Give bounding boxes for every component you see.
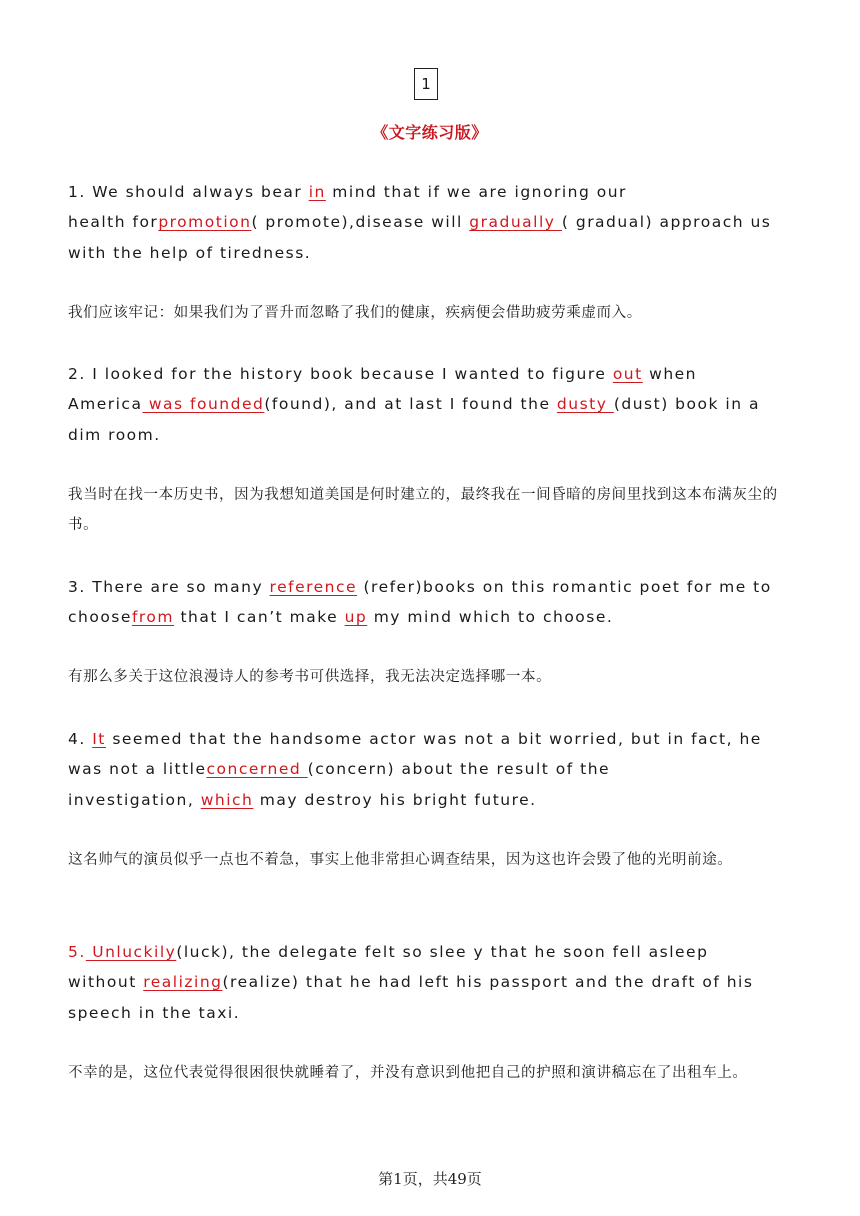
- answer-blank: reference: [269, 578, 358, 596]
- sentence-text: when: [642, 365, 698, 383]
- sentence-text: (found), and at last I found the: [264, 395, 557, 414]
- answer-blank: dusty: [556, 395, 614, 414]
- exercise-1-chinese: 我们应该牢记：如果我们为了晋升而忽略了我们的健康，疾病便会借助疲劳乘虚而入。: [68, 305, 642, 321]
- exercise-2-english: [68, 359, 798, 450]
- exercise-4-english: [68, 724, 798, 815]
- answer-blank: up: [344, 608, 368, 627]
- sentence-text: investigation,: [68, 790, 201, 809]
- sentence-text: (luck), the delegate felt so slee y that he soon fell asleep: [176, 943, 709, 961]
- sentence-text: dim room.: [68, 425, 161, 444]
- sentence-text: that I can’t make: [174, 608, 345, 627]
- exercise-5-chinese: 不幸的是，这位代表觉得很困很快就睡着了，并没有意识到他把自己的护照和演讲稿忘在了出租车上。: [68, 1065, 748, 1081]
- sentence-text: (realize) that he had left his passport and the draft of his: [222, 973, 754, 992]
- exercise-3-chinese: 有那么多关于这位浪漫诗人的参考书可供选择，我无法决定选择哪一本。: [68, 669, 552, 685]
- item-number: 3.: [68, 578, 86, 596]
- item-number: 4.: [68, 730, 86, 748]
- sentence-text: America: [68, 395, 143, 414]
- answer-blank: concerned: [206, 760, 308, 779]
- answer-blank: Unluckily: [85, 943, 177, 961]
- exercise-2-chinese: 我当时在找一本历史书，因为我想知道美国是何时建立的，最终我在一间昏暗的房间里找到这本布满灰尘的书。: [68, 487, 778, 533]
- sentence-text: ( gradual) approach us: [561, 213, 772, 232]
- answer-blank: gradually: [469, 213, 562, 232]
- sentence-text: We should always bear: [85, 183, 309, 201]
- exercise-4-chinese: 这名帅气的演员似乎一点也不着急，事实上他非常担心调查结果，因为这也许会毁了他的光明前途。: [68, 852, 733, 868]
- answer-blank: in: [308, 183, 326, 201]
- sentence-text: (refer)books on this romantic poet for me to: [357, 578, 772, 596]
- sentence-text: health for: [68, 213, 159, 232]
- sentence-text: seemed that the handsome actor was not a bit worried, but in fact, he: [105, 730, 762, 748]
- sentence-text: was not a little: [68, 760, 207, 779]
- answer-blank: from: [131, 608, 175, 627]
- page-footer: 第1页，共49页: [378, 1170, 482, 1188]
- sentence-text: (concern) about the result of the: [307, 760, 611, 779]
- answer-blank: It: [92, 730, 106, 748]
- item-number: 5.: [68, 943, 86, 961]
- answer-blank: which: [200, 790, 254, 809]
- exercise-5-english: [68, 937, 798, 1028]
- answer-blank: realizing: [143, 973, 223, 992]
- item-number: 2.: [68, 365, 86, 383]
- sentence-text: There are so many: [85, 578, 270, 596]
- sentence-text: without: [68, 973, 144, 992]
- sentence-text: with the help of tiredness.: [68, 243, 312, 262]
- sentence-text: my mind which to choose.: [367, 608, 614, 627]
- document-title: 《文字练习版》: [372, 123, 488, 142]
- item-number: 1.: [68, 183, 86, 201]
- page-number-box: 1: [414, 68, 438, 100]
- exercise-3-english: [68, 572, 798, 633]
- sentence-text: mind that if we are ignoring our: [325, 183, 627, 201]
- sentence-text: choose: [68, 608, 132, 627]
- sentence-text: may destroy his bright future.: [253, 790, 537, 809]
- sentence-text: (dust) book in a: [613, 395, 760, 414]
- answer-blank: out: [612, 365, 643, 383]
- answer-blank: promotion: [158, 213, 252, 232]
- answer-blank: was founded: [142, 395, 265, 414]
- sentence-text: speech in the taxi.: [68, 1003, 241, 1022]
- exercise-1-english: [68, 177, 798, 268]
- sentence-text: I looked for the history book because I wanted to figure: [85, 365, 613, 383]
- sentence-text: ( promote),disease will: [251, 213, 470, 232]
